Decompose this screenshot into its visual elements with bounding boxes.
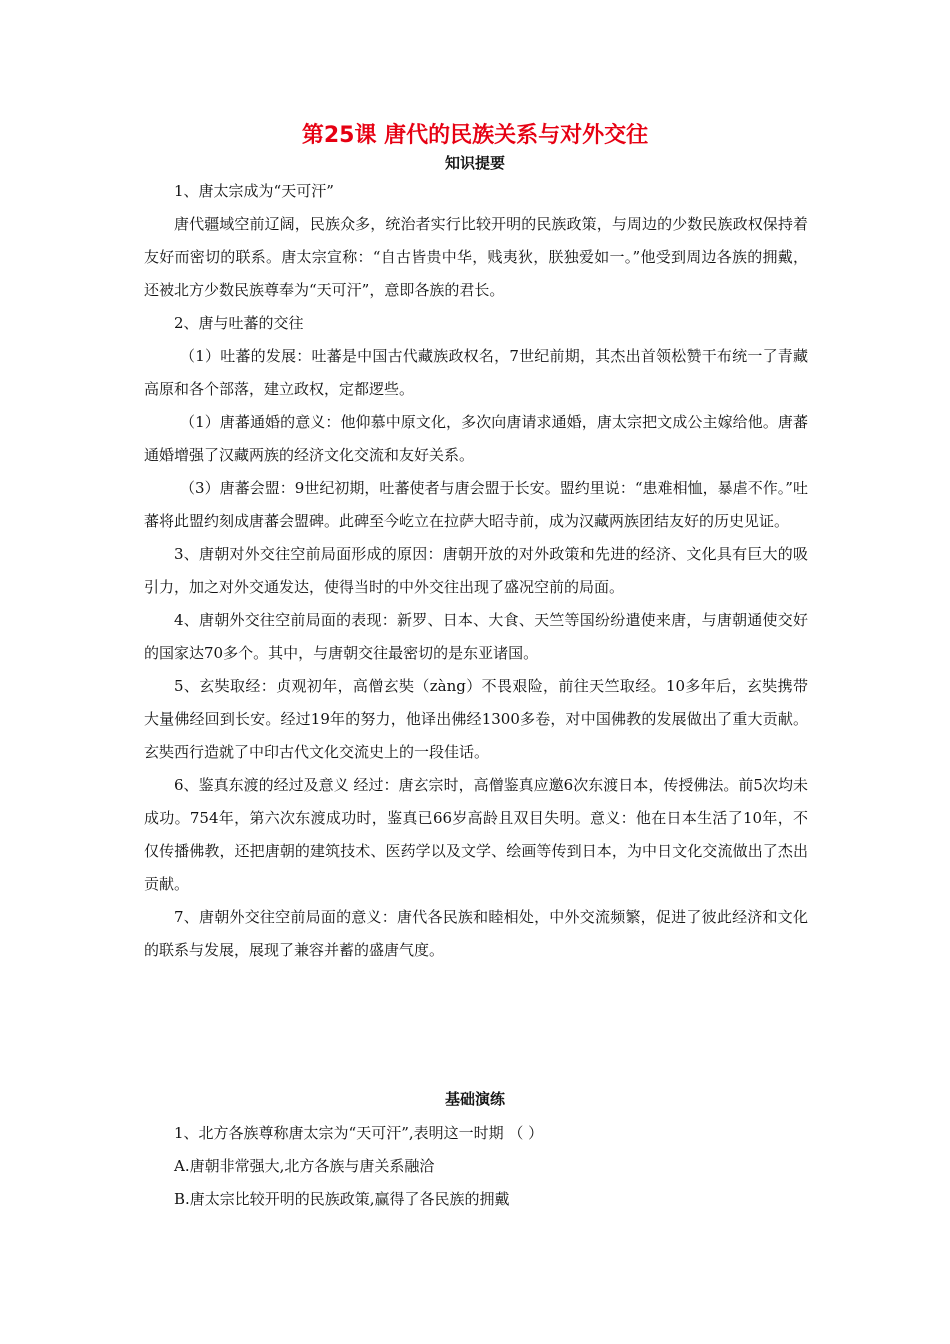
knowledge-item-2-heading: 2、唐与吐蕃的交往 <box>174 314 304 332</box>
exercise-body <box>144 1117 808 1216</box>
knowledge-item-7: 7、唐朝外交往空前局面的意义：唐代各民族和睦相处，中外交流频繁，促进了彼此经济和文化的联系与发展，展现了兼容并蓄的盛唐气度。 <box>144 908 808 959</box>
knowledge-body <box>144 175 808 967</box>
knowledge-item-3: 3、唐朝对外交往空前局面形成的原因：唐朝开放的对外政策和先进的经济、文化具有巨大的吸引力，加之对外交通发达，使得当时的中外交往出现了盛况空前的局面。 <box>144 545 808 596</box>
section-heading-exercise: 基础演练 <box>444 1090 505 1108</box>
knowledge-item-1-text: 唐代疆域空前辽阔，民族众多，统治者实行比较开明的民族政策，与周边的少数民族政权保持着友好而密切的联系。唐太宗宣称：“自古皆贵中华，贱夷狄，朕独爱如一。”他受到周边各族的拥戴，还被北方少数民族尊奉为“天可汗”，意即各族的君长。 <box>144 215 808 299</box>
exercise-option-b: B.唐太宗比较开明的民族政策,赢得了各民族的拥戴 <box>174 1190 510 1208</box>
knowledge-item-5: 5、玄奘取经：贞观初年，高僧玄奘（zàng）不畏艰险，前往天竺取经。10多年后，玄奘携带大量佛经回到长安。经过19年的努力，他译出佛经1300多卷，对中国佛教的发展做出了重大贡献。玄奘西行造就了中印古代文化交流史上的一段佳话。 <box>144 677 808 761</box>
knowledge-item-2-sub-3: （3）唐蕃会盟：9世纪初期，吐蕃使者与唐会盟于长安。盟约里说：“患难相恤，暴虐不作。”吐蕃将此盟约刻成唐蕃会盟碑。此碑至今屹立在拉萨大昭寺前，成为汉藏两族团结友好的历史见证。 <box>144 479 808 530</box>
knowledge-item-1-heading: 1、唐太宗成为“天可汗” <box>174 182 334 200</box>
exercise-question-1: 1、北方各族尊称唐太宗为“天可汗”,表明这一时期 （ ） <box>174 1124 544 1142</box>
knowledge-item-2-sub-2: （1）唐蕃通婚的意义：他仰慕中原文化，多次向唐请求通婚，唐太宗把文成公主嫁给他。唐蕃通婚增强了汉藏两族的经济文化交流和友好关系。 <box>144 413 808 464</box>
exercise-option-a: A.唐朝非常强大,北方各族与唐关系融洽 <box>174 1157 435 1175</box>
document-title: 第25课 唐代的民族关系与对外交往 <box>301 123 649 148</box>
knowledge-item-6: 6、鉴真东渡的经过及意义 经过：唐玄宗时，高僧鉴真应邀6次东渡日本，传授佛法。前5次均未成功。754年，第六次东渡成功时，鉴真已66岁高龄且双目失明。意义：他在日本生活了10年，不仅传播佛教，还把唐朝的建筑技术、医药学以及文学、绘画等传到日本，为中日文化交流做出了杰出贡献。 <box>144 776 808 893</box>
knowledge-item-4: 4、唐朝外交往空前局面的表现：新罗、日本、大食、天竺等国纷纷遣使来唐，与唐朝通使交好的国家达70多个。其中，与唐朝交往最密切的是东亚诸国。 <box>144 611 808 662</box>
section-heading-knowledge: 知识提要 <box>444 154 505 172</box>
knowledge-item-2-sub-1: （1）吐蕃的发展：吐蕃是中国古代藏族政权名，7世纪前期，其杰出首领松赞干布统一了青藏高原和各个部落，建立政权，定都逻些。 <box>144 347 808 398</box>
